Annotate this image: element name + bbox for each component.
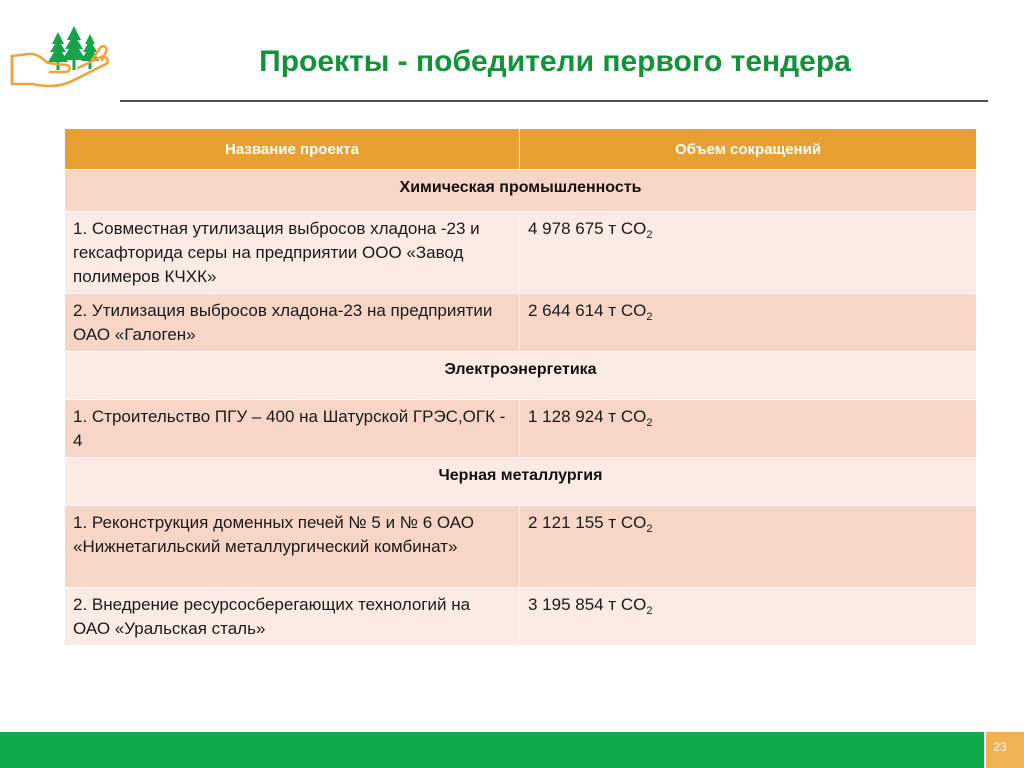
footer-bar	[0, 732, 984, 768]
reduction-value: 3 195 854	[528, 595, 604, 614]
category-row-metallurgy	[65, 458, 977, 506]
table-row	[65, 212, 977, 294]
reduction-value: 2 121 155	[528, 513, 604, 532]
table-row	[65, 294, 977, 352]
project-name-cell: 1. Совместная утилизация выбросов хладона -23 и гексафторида серы на предприятии ООО «Завод полимеров КЧХК»	[65, 212, 520, 294]
page-number: 23	[993, 740, 1007, 754]
category-row-power	[65, 352, 977, 400]
reduction-unit-subscript: 2	[646, 311, 653, 323]
reduction-volume-cell	[520, 294, 977, 352]
table-row	[65, 400, 977, 458]
reduction-unit: т CO	[608, 219, 647, 238]
project-name-cell: 1. Реконструкция доменных печей № 5 и № 6 ОАО «Нижнетагильский металлургический комбинат»	[65, 506, 520, 588]
project-name-cell: 2. Внедрение ресурсосберегающих технологий на ОАО «Уральская сталь»	[65, 588, 520, 646]
reduction-value: 2 644 614	[528, 301, 604, 320]
reduction-unit-subscript: 2	[646, 523, 653, 535]
projects-table	[64, 128, 977, 646]
table-row	[65, 588, 977, 646]
reduction-unit: т CO	[608, 301, 647, 320]
reduction-volume-cell	[520, 588, 977, 646]
reduction-volume-cell	[520, 506, 977, 588]
column-header-project-name: Название проекта	[65, 129, 520, 170]
reduction-volume-cell	[520, 400, 977, 458]
reduction-unit-subscript: 2	[646, 605, 653, 617]
reduction-unit-subscript: 2	[646, 417, 653, 429]
table-header-row	[65, 129, 977, 170]
project-name-cell: 1. Строительство ПГУ – 400 на Шатурской ГРЭС,ОГК - 4	[65, 400, 520, 458]
table-row	[65, 506, 977, 588]
reduction-value: 4 978 675	[528, 219, 604, 238]
reduction-unit: т CO	[608, 513, 647, 532]
column-header-reduction-volume: Объем сокращений	[520, 129, 977, 170]
reduction-unit: т CO	[608, 407, 647, 426]
page-title: Проекты - победители первого тендера	[259, 45, 851, 78]
project-name-cell: 2. Утилизация выбросов хладона-23 на предприятии ОАО «Галоген»	[65, 294, 520, 352]
hand-with-trees-logo	[8, 18, 112, 94]
category-label: Электроэнергетика	[65, 352, 977, 400]
title-underline	[120, 100, 988, 102]
reduction-unit-subscript: 2	[646, 229, 653, 241]
category-label: Черная металлургия	[65, 458, 977, 506]
reduction-unit: т CO	[608, 595, 647, 614]
reduction-value: 1 128 924	[528, 407, 604, 426]
category-label: Химическая промышленность	[65, 170, 977, 212]
reduction-volume-cell	[520, 212, 977, 294]
category-row-chemical	[65, 170, 977, 212]
